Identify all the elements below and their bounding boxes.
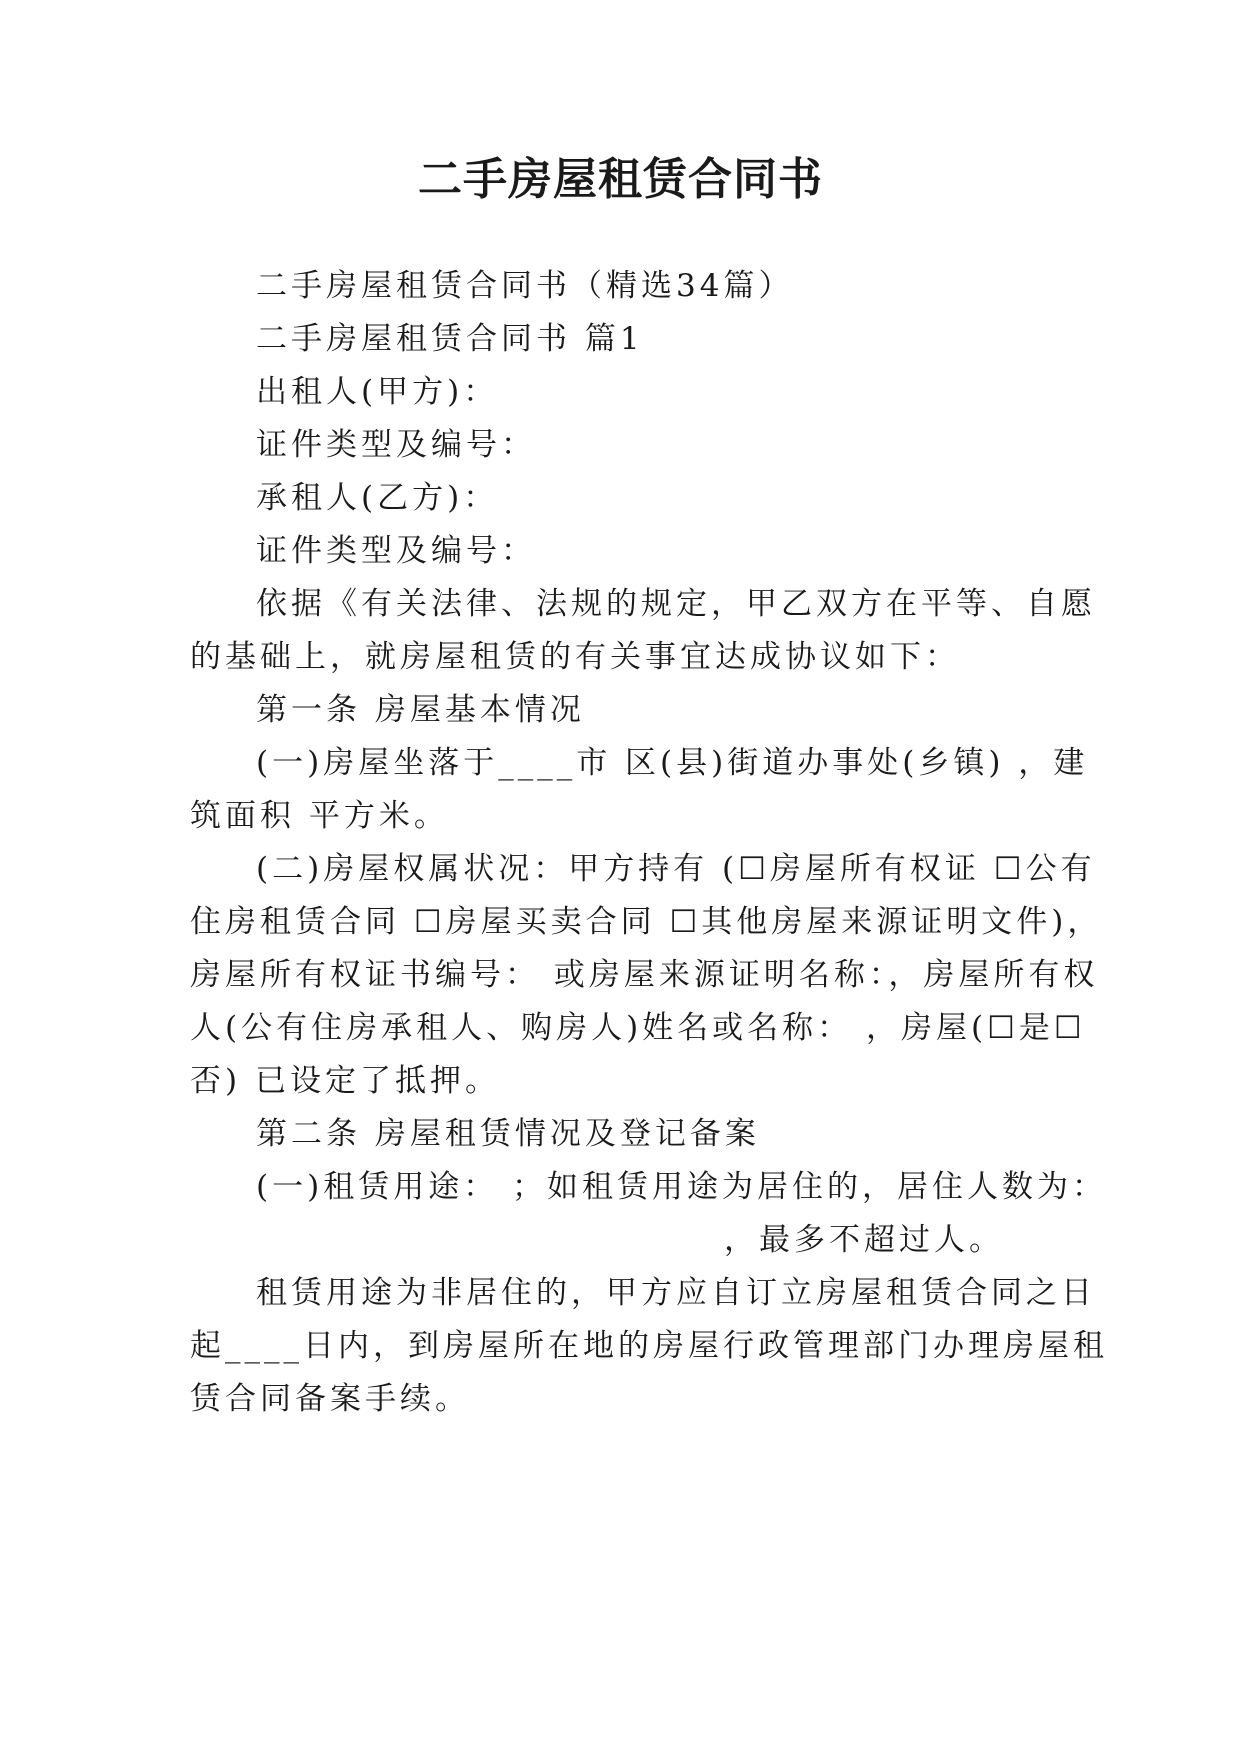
preamble-line-1: 依据《有关法律、法规的规定，甲乙双方在平等、自愿 xyxy=(256,586,1096,622)
lessor-id-line: 证件类型及编号： xyxy=(256,427,536,463)
lessor-line: 出租人(甲方)： xyxy=(256,374,499,410)
lessee-line: 承租人(乙方)： xyxy=(256,480,499,516)
article-2-clause-1-line-1: (一)租赁用途： ；如租赁用途为居住的，居住人数为： xyxy=(256,1169,1108,1205)
article-1-clause-1-line-2: 筑面积 平方米。 xyxy=(190,798,449,834)
article-1-clause-2-line-5: 否) 已设定了抵押。 xyxy=(190,1063,500,1099)
article-2-clause-1-line-2: ，最多不超过人。 xyxy=(724,1222,1004,1258)
article-1-clause-1-line-1: (一)房屋坐落于____市 区(县)街道办事处(乡镇) ，建 xyxy=(256,745,1089,781)
article-1-clause-2-line-2: 住房租赁合同 ☐房屋买卖合同 ☐其他房屋来源证明文件)， xyxy=(190,904,1103,940)
preamble-line-2: 的基础上，就房屋租赁的有关事宜达成协议如下： xyxy=(190,639,960,675)
article-2-heading: 第二条 房屋租赁情况及登记备案 xyxy=(256,1116,760,1152)
non-residential-line-3: 赁合同备案手续。 xyxy=(190,1381,470,1417)
non-residential-line-1: 租赁用途为非居住的，甲方应自订立房屋租赁合同之日 xyxy=(256,1275,1096,1311)
article-1-clause-2-line-3: 房屋所有权证书编号： 或房屋来源证明名称：，房屋所有权 xyxy=(190,957,1099,993)
article-1-clause-2-line-4: 人(公有住房承租人、购房人)姓名或名称： ，房屋(☐是☐ xyxy=(190,1010,1086,1046)
subtitle-line: 二手房屋租赁合同书（精选34篇） xyxy=(256,268,794,304)
chapter-heading: 二手房屋租赁合同书 篇1 xyxy=(256,321,644,357)
non-residential-line-2: 起____日内，到房屋所在地的房屋行政管理部门办理房屋租 xyxy=(190,1328,1108,1364)
document-title: 二手房屋租赁合同书 xyxy=(418,154,823,205)
article-1-heading: 第一条 房屋基本情况 xyxy=(256,692,585,728)
lessee-id-line: 证件类型及编号： xyxy=(256,533,536,569)
article-1-clause-2-line-1: (二)房屋权属状况：甲方持有 (☐房屋所有权证 ☐公有 xyxy=(256,851,1096,887)
